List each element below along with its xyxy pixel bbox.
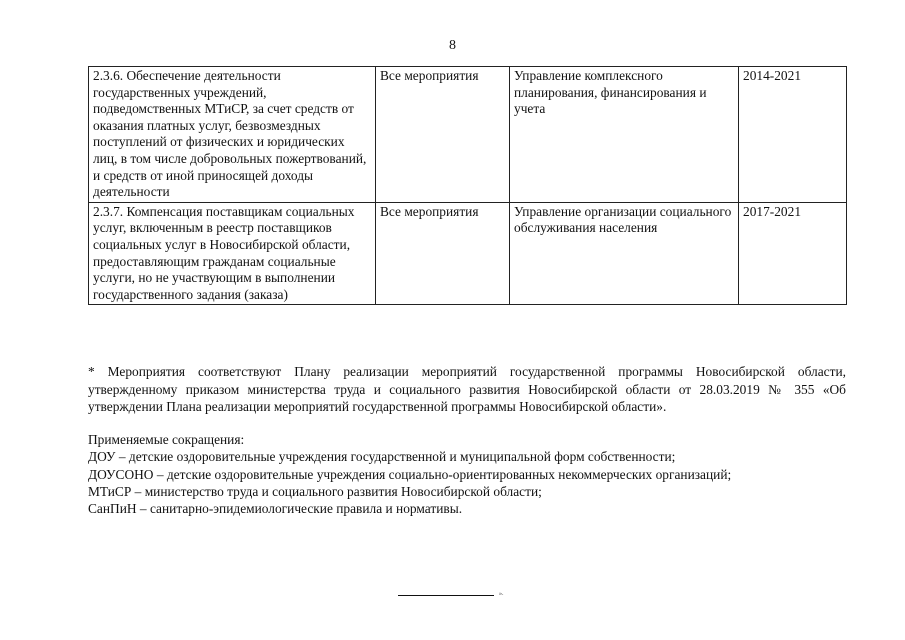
footnote [88, 363, 846, 416]
closing-rule [398, 595, 494, 596]
period-cell: 2014-2021 [739, 67, 847, 203]
footnote-text: * Мероприятия соответствуют Плану реализации мероприятий государственной программы Новосибирской области, утвержденному приказом министерства труда и социального развития Новосибирской области от 28.03.2019 № 355 «Об утверждении Плана реализации мероприятий государственной программы Новосибирской области». [88, 364, 846, 414]
abbreviations-heading: Применяемые сокращения: [88, 432, 245, 447]
table-row [89, 202, 847, 305]
abbreviation-item: СанПиН – санитарно-эпидемиологические правила и нормативы. [88, 501, 463, 517]
events-cell: Все мероприятия [376, 202, 510, 305]
action-cell: 2.3.6. Обеспечение деятельности государственных учреждений, подведомственных МТиСР, за счет средств от оказания платных услуг, безвозмездных поступлений от физических и юридических лиц, в том числе добровольных пожертвований, и средств от иной приносящей доходы деятельности [89, 67, 376, 203]
page-number: 8 [449, 38, 456, 53]
period-cell: 2017-2021 [739, 202, 847, 305]
action-cell: 2.3.7. Компенсация поставщикам социальных услуг, включенным в реестр поставщиков социальных услуг в Новосибирской области, предоставляющим гражданам социальные услуги, но не участвующим в выполнении государственного задания (заказа) [89, 202, 376, 305]
activities-table [88, 66, 847, 305]
abbreviation-item: МТиСР – министерство труда и социального развития Новосибирской области; [88, 483, 542, 499]
abbreviation-item: ДОУ – детские оздоровительные учреждения государственной и муниципальной форм собственности; [88, 449, 676, 465]
events-cell: Все мероприятия [376, 67, 510, 203]
abbreviation-item: ДОУСОНО – детские оздоровительные учреждения социально-ориентированных некоммерческих организаций; [88, 466, 732, 482]
responsible-cell: Управление организации социального обслуживания населения [510, 202, 739, 305]
table-row [89, 67, 847, 203]
abbreviations-section [88, 431, 846, 517]
responsible-cell: Управление комплексного планирования, финансирования и учета [510, 67, 739, 203]
closing-mark: ». [499, 591, 504, 597]
